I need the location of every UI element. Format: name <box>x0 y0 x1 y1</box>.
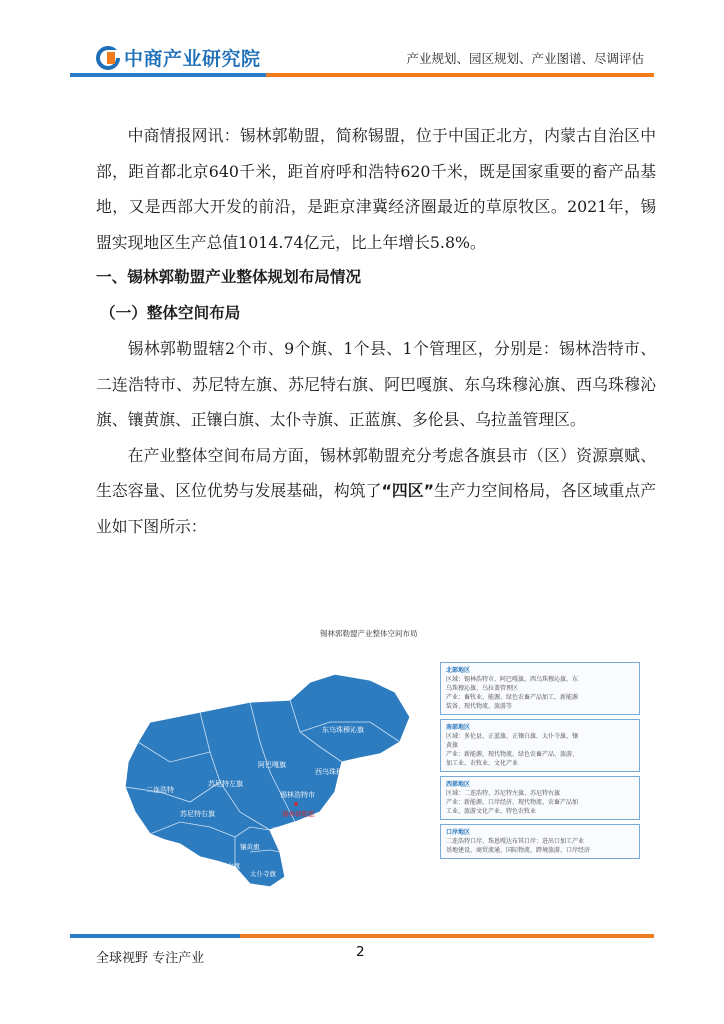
subsection-heading: （一）整体空间布局 <box>100 303 241 322</box>
map-label-xilin: 锡林浩特市 <box>280 791 315 799</box>
legend-north: 北部地区 区域：锡林浩特市、阿巴嘎旗、西乌珠穆沁旗、东 乌珠穆沁旗、乌拉盖管理区 产业：畜牧业、能源、绿色农畜产品加工、新能源 装备、现代物流、旅游等 <box>440 662 640 715</box>
logo-text: 中商产业研究院 <box>124 48 261 70</box>
document-body <box>96 118 656 544</box>
logo-icon <box>96 46 120 70</box>
map-label-sunizuo: 苏尼特左旗 <box>208 780 243 788</box>
four-zones-highlight: “四区” <box>381 481 434 500</box>
figure-title: 锡林郭勒盟产业整体空间布局 <box>320 629 418 638</box>
footer-rule-orange <box>240 934 654 938</box>
layout-text-before: 在产业整体空间布局方面，锡林郭勒盟充分考虑各旗县市（区）资源禀赋、生态容量、区位优势与发展基础，构筑了 <box>96 445 656 500</box>
logo <box>96 44 261 71</box>
legend-west: 西部地区 区域：二连浩特、苏尼特左旗、苏尼特右旗 产业：新能源、口岸经济、现代物流、农畜产品加 工业、旅游文化产业、特色农牧业 <box>440 776 640 820</box>
map-label-xilin-red: 锡林郭勒盟 <box>282 810 315 818</box>
map-label-zhengxiangbai: 正镶白旗 <box>214 862 240 870</box>
map-label-suniyou: 苏尼特右旗 <box>180 810 215 818</box>
page-number: 2 <box>356 944 365 960</box>
districts-paragraph: 锡林郭勒盟辖2个市、9个旗、1个县、1个管理区，分别是：锡林浩特市、二连浩特市、苏尼特左旗、苏尼特右旗、阿巴嘎旗、东乌珠穆沁旗、西乌珠穆沁旗、镶黄旗、正镶白旗、太仆寺旗、正蓝旗、多伦县、乌拉盖管理区。 <box>96 339 656 429</box>
layout-text-after: 生产力空间格局，各区域重点产业如下图所示： <box>96 481 656 536</box>
footer-rule-blue <box>70 934 240 938</box>
header-rule-blue <box>70 73 266 77</box>
legend-south: 南部地区 区域：多伦县、正蓝旗、正镶白旗、太仆寺旗、镶 黄旗 产业：新能源、现代物流、绿色农畜产品、旅游、 加工业、农牧业、文化产业 <box>440 719 640 772</box>
region-map <box>110 662 430 887</box>
map-legend <box>440 662 640 863</box>
map-label-duolun: 多伦县 <box>306 838 326 846</box>
header-rule-orange <box>266 73 654 77</box>
map-label-dong: 东乌珠穆沁旗 <box>322 726 364 734</box>
legend-ports: 口岸地区 二连浩特口岸、珠恩嘎达布其口岸：进出口加工产业 基地建设、商贸流通、国际物流、跨境旅游、口岸经济 <box>440 824 640 859</box>
capital-marker <box>294 802 298 806</box>
footer-slogan: 全球视野 专注产业 <box>96 951 205 966</box>
page-header <box>0 0 724 80</box>
map-label-eren: 二连浩特 <box>146 786 174 794</box>
map-label-zhenglan: 正蓝旗 <box>270 826 290 834</box>
map-label-xianghuang: 镶黄旗 <box>240 843 260 851</box>
map-outline <box>125 674 410 887</box>
section-heading: 一、锡林郭勒盟产业整体规划布局情况 <box>96 268 362 286</box>
layout-paragraph <box>96 438 656 545</box>
header-tagline: 产业规划、园区规划、产业图谱、尽调评估 <box>406 51 644 66</box>
spatial-layout-figure <box>110 622 650 884</box>
map-label-aba: 阿巴嘎旗 <box>258 761 286 769</box>
map-label-taipusi: 太仆寺旗 <box>250 870 276 878</box>
intro-paragraph: 中商情报网讯：锡林郭勒盟，简称锡盟，位于中国正北方，内蒙古自治区中部，距首都北京640千米，距首府呼和浩特620千米，既是国家重要的畜产品基地，又是西部大开发的前沿，是距京津冀经济圈最近的草原牧区。2021年，锡盟实现地区生产总值1014.74亿元，比上年增长5.8%。 <box>96 126 656 252</box>
map-label-xi: 西乌珠穆沁旗 <box>315 768 357 776</box>
